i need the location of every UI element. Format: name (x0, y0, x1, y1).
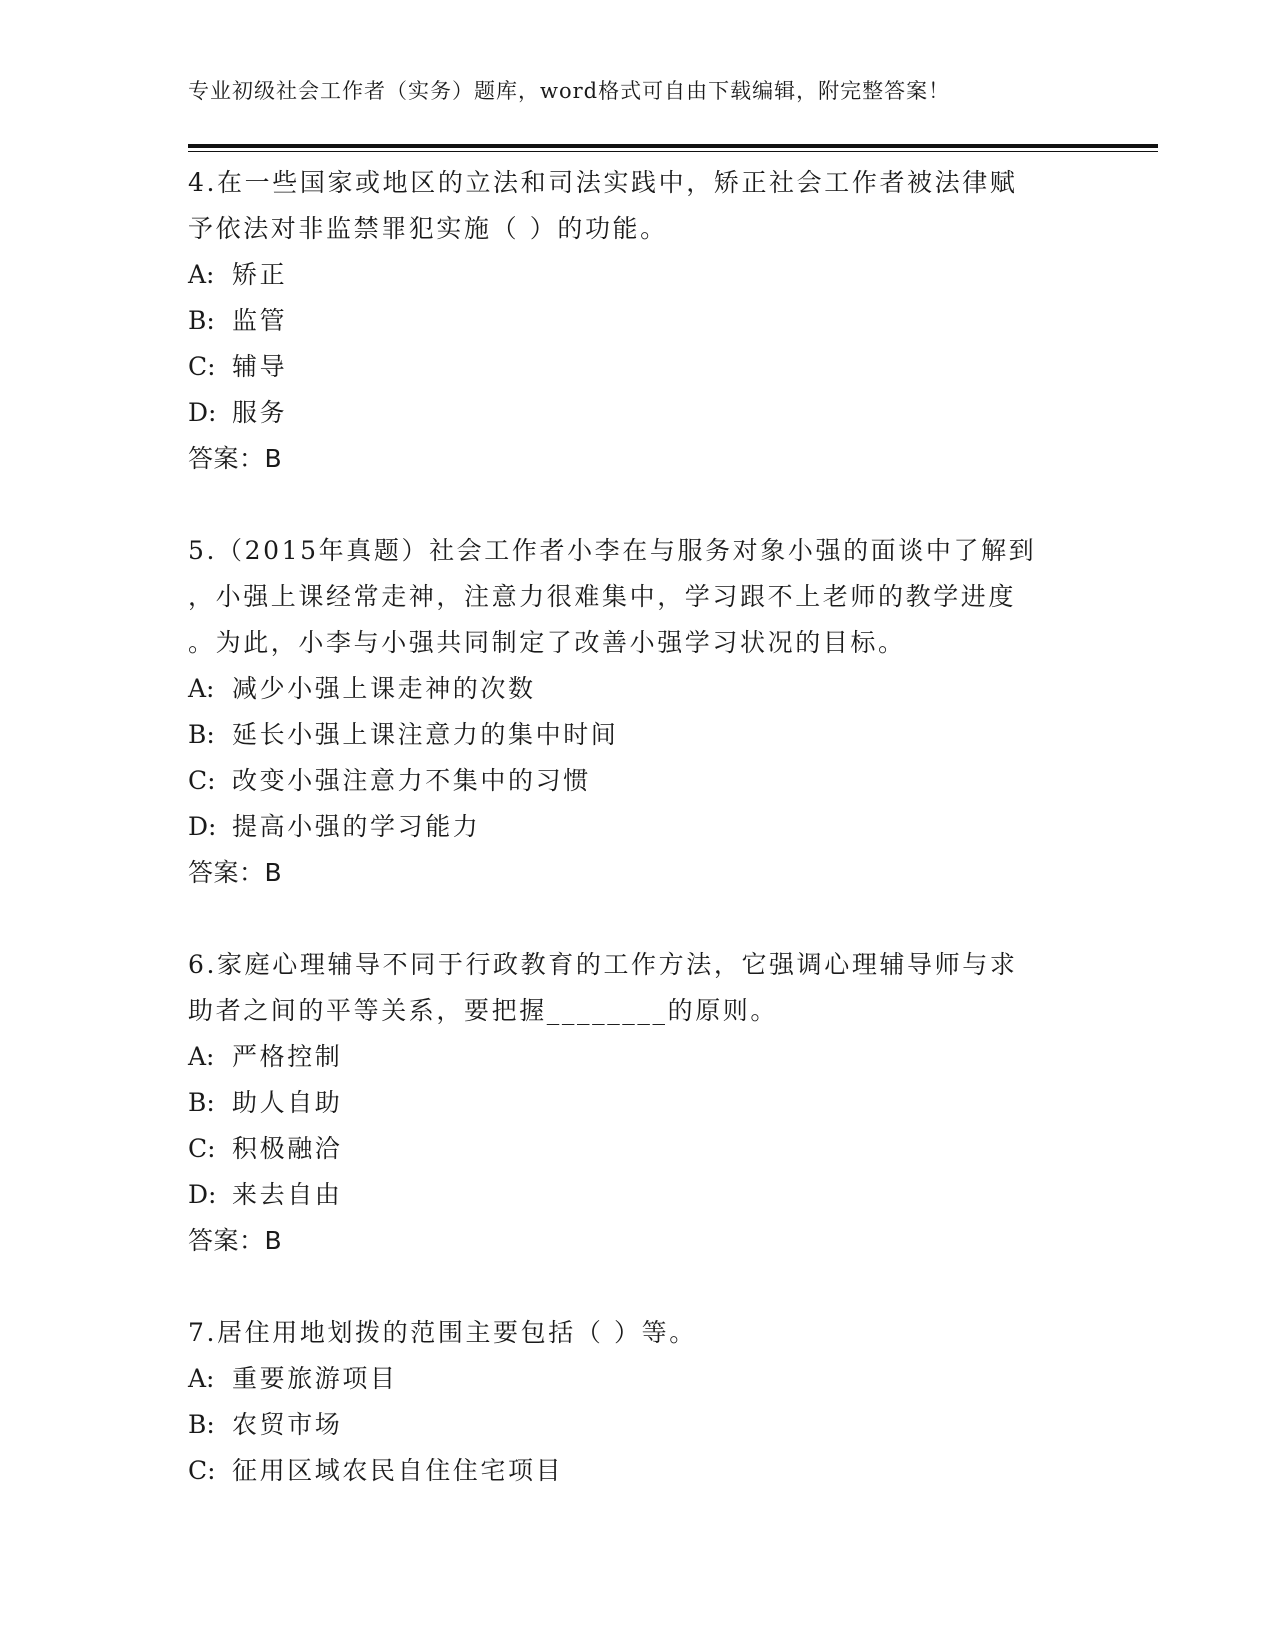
option-letter: B: (188, 1088, 215, 1117)
option-c (188, 1448, 1088, 1494)
header-divider-thick (188, 144, 1158, 148)
option-letter: D: (188, 1180, 217, 1209)
answer-line: 答案：B (188, 858, 283, 887)
option-letter: C: (188, 1456, 216, 1485)
option-letter: C: (188, 352, 216, 381)
question-stem-line: 6.家庭心理辅导不同于行政教育的工作方法，它强调心理辅导师与求 (188, 950, 1018, 979)
option-c (188, 1126, 1088, 1172)
option-text: 助人自助 (232, 1088, 343, 1117)
option-text: 积极融洽 (232, 1134, 343, 1163)
option-text: 服务 (232, 398, 288, 427)
question-5 (188, 528, 1088, 896)
option-letter: D: (188, 398, 217, 427)
question-stem-line: 5.（2015年真题）社会工作者小李在与服务对象小强的面谈中了解到 (188, 536, 1037, 565)
question-6 (188, 942, 1088, 1264)
option-letter: B: (188, 720, 215, 749)
option-letter: B: (188, 306, 215, 335)
option-a (188, 252, 1088, 298)
option-b (188, 1080, 1088, 1126)
option-b (188, 1402, 1088, 1448)
page-header-title: 专业初级社会工作者（实务）题库，word格式可自由下载编辑，附完整答案！ (188, 79, 951, 103)
question-4 (188, 160, 1088, 482)
option-d (188, 390, 1088, 436)
option-letter: A: (188, 260, 215, 289)
question-stem-line: 助者之间的平等关系，要把握________的原则。 (188, 996, 779, 1025)
option-letter: A: (188, 674, 215, 703)
option-d (188, 804, 1088, 850)
option-text: 征用区域农民自住住宅项目 (232, 1456, 564, 1485)
question-spacer (188, 896, 1088, 942)
option-d (188, 1172, 1088, 1218)
option-text: 农贸市场 (232, 1410, 343, 1439)
option-text: 监管 (232, 306, 288, 335)
option-text: 减少小强上课走神的次数 (232, 674, 536, 703)
option-letter: C: (188, 766, 216, 795)
question-stem-line: 4.在一些国家或地区的立法和司法实践中，矫正社会工作者被法律赋 (188, 168, 1018, 197)
question-stem-line: ，小强上课经常走神，注意力很难集中，学习跟不上老师的教学进度 (188, 582, 1017, 611)
option-letter: C: (188, 1134, 216, 1163)
option-letter: A: (188, 1042, 215, 1071)
question-list (188, 160, 1088, 1494)
option-b (188, 712, 1088, 758)
question-spacer (188, 1264, 1088, 1310)
option-letter: B: (188, 1410, 215, 1439)
question-stem-line: 。为此，小李与小强共同制定了改善小强学习状况的目标。 (188, 628, 906, 657)
option-text: 延长小强上课注意力的集中时间 (232, 720, 619, 749)
option-letter: A: (188, 1364, 215, 1393)
header-divider-thin (188, 151, 1158, 152)
option-text: 改变小强注意力不集中的习惯 (232, 766, 591, 795)
question-stem-line: 予依法对非监禁罪犯实施（ ）的功能。 (188, 214, 668, 243)
option-text: 重要旅游项目 (232, 1364, 398, 1393)
option-a (188, 1356, 1088, 1402)
option-text: 辅导 (232, 352, 288, 381)
question-7 (188, 1310, 1088, 1494)
question-stem-line: 7.居住用地划拨的范围主要包括（ ）等。 (188, 1318, 697, 1347)
option-b (188, 298, 1088, 344)
answer-line: 答案：B (188, 444, 283, 473)
option-text: 严格控制 (232, 1042, 343, 1071)
option-c (188, 344, 1088, 390)
option-text: 来去自由 (232, 1180, 343, 1209)
option-letter: D: (188, 812, 217, 841)
answer-line: 答案：B (188, 1226, 283, 1255)
option-text: 提高小强的学习能力 (232, 812, 481, 841)
option-text: 矫正 (232, 260, 288, 289)
question-spacer (188, 482, 1088, 528)
option-a (188, 1034, 1088, 1080)
option-c (188, 758, 1088, 804)
option-a (188, 666, 1088, 712)
